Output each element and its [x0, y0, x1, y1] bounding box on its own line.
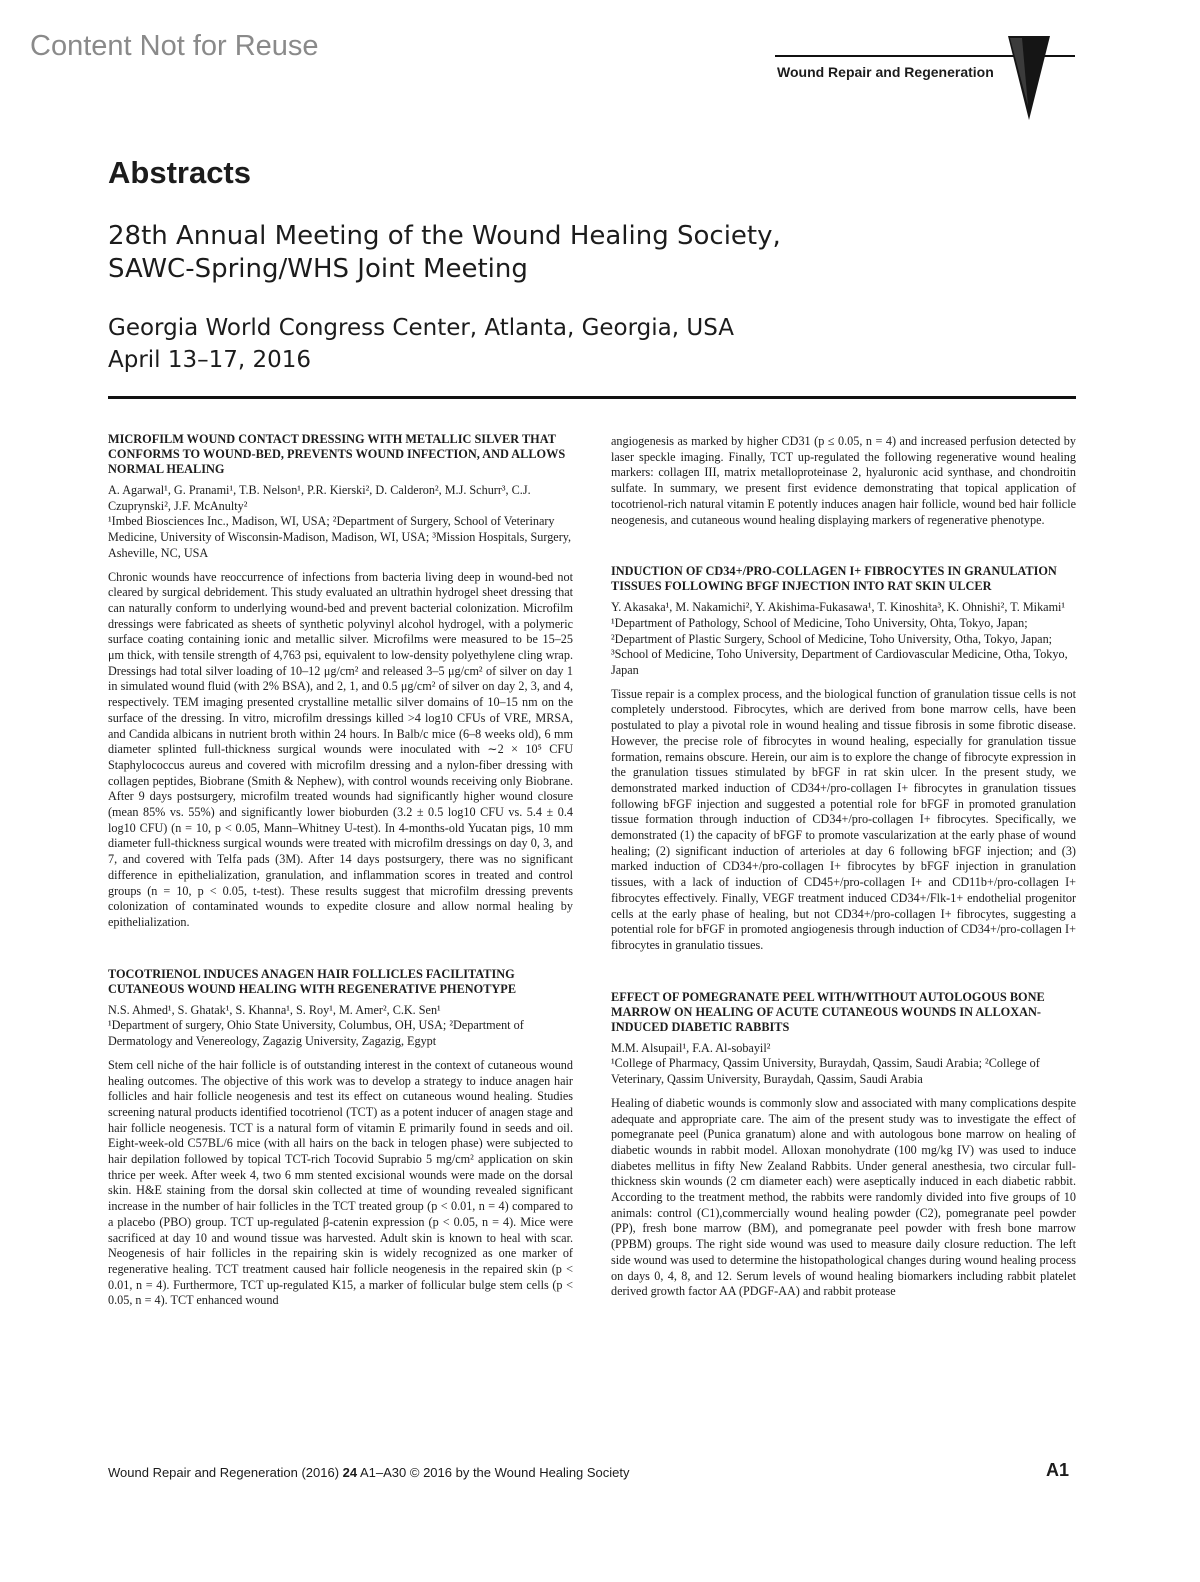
footer-volume: 24 [342, 1465, 358, 1480]
page-number: A1 [1046, 1460, 1070, 1480]
journal-triangle-icon [1008, 36, 1050, 120]
meeting-venue [108, 312, 734, 376]
abstract-affiliations: ¹Department of Pathology, School of Medicine, Toho University, Ohta, Tokyo, Japan; ²Department of Plastic Surgery, School of Medicine, Toho University, Otha, Tokyo, Japan; ³School of Medicine, Toho University, Department of Cardiovascular Medicine, Otha, Tokyo, Japan [611, 615, 1068, 678]
right-column [611, 434, 1076, 1300]
watermark: Content Not for Reuse [30, 30, 319, 62]
abstract-body: Stem cell niche of the hair follicle is of outstanding interest in the context of cutaneous wound healing outcomes. The objective of this work was to develop a strategy to induce anagen hair follicles and hair follicle neogenesis and test its effect on cutaneous wound healing. Studies screening natural products identified tocotrienol (TCT) as a potent inducer of anagen stage and hair follicle neogenesis. TCT is a natural form of vitamin E primarily found in seeds and oil. Eight-week-old C57BL/6 mice (with all hairs on the back in telogen phase) were subjected to hair depilation followed by topical TCT-rich Tocovid Suprabio 5 mg/cm² application on skin thrice per week. After week 4, two 6 mm stented excisional wounds were made on the dorsal skin. H&E staining from the dorsal skin collected at time of wounding revealed significant increase in the number of hair follicles in the TCT treated group (p < 0.01, n = 4) compared to a placebo (PBO) group. TCT up-regulated β-catenin expression (p < 0.05, n = 4). Mice were sacrificed at day 10 and wound tissue was harvested. Adult skin is known to heal with scar. Neogenesis of hair follicles in the repairing skin is widely recognized as one marker of regenerative healing. TCT treatment caused hair follicle neogenesis in the repaired skin (p < 0.01, n = 4). Furthermore, TCT up-regulated K15, a marker of follicular bulge stem cells (p < 0.05, n = 4). TCT enhanced wound [108, 1057, 573, 1308]
footer-citation-suffix: A1–A30 © 2016 by the Wound Healing Society [357, 1465, 630, 1480]
abstract [108, 967, 573, 1309]
abstract-body: angiogenesis as marked by higher CD31 (p ≤ 0.05, n = 4) and increased perfusion detected by laser speckle imaging. Finally, TCT up-regulated the following regenerative wound healing markers: collagen III, matrix metalloproteinase 2, hyaluronic acid synthase, and chondroitin sulfate. In summary, we present first evidence demonstrating that topical application of tocotrienol-rich natural vitamin E potently induces anagen hair follicle, wound bed hair follicle neogenesis, and cutaneous wound healing displaying markers of regenerative phenotype. [611, 434, 1076, 527]
abstract-authors: Y. Akasaka¹, M. Nakamichi², Y. Akishima-Fukasawa¹, T. Kinoshita³, K. Ohnishi², T. Mikami¹ [611, 600, 1066, 615]
abstract-affiliations: ¹Imbed Biosciences Inc., Madison, WI, USA; ²Department of Surgery, School of Veterinary Medicine, University of Wisconsin-Madison, Madison, WI, USA; ³Mission Hospitals, Surgery, Asheville, NC, USA [108, 514, 572, 560]
abstract-title: INDUCTION OF CD34+/PRO-COLLAGEN I+ FIBROCYTES IN GRANULATION TISSUES FOLLOWING BFGF INJECTION INTO RAT SKIN ULCER [611, 564, 1057, 594]
abstract-authors: A. Agarwal¹, G. Pranami¹, T.B. Nelson¹, P.R. Kierski², D. Calderon², M.J. Schurr³, C.J. Czuprynski², J.F. McAnulty² [108, 483, 531, 513]
abstract-title: TOCOTRIENOL INDUCES ANAGEN HAIR FOLLICLES FACILITATING CUTANEOUS WOUND HEALING WITH REGENERATIVE PHENOTYPE [108, 966, 517, 996]
meeting-line-1: 28th Annual Meeting of the Wound Healing Society, [108, 221, 781, 251]
journal-name: Wound Repair and Regeneration [777, 64, 994, 80]
venue-line-2: April 13–17, 2016 [108, 347, 312, 373]
meeting-line-2: SAWC-Spring/WHS Joint Meeting [108, 254, 528, 284]
abstract-affiliations: ¹College of Pharmacy, Qassim University, Buraydah, Qassim, Saudi Arabia; ²College of Veterinary, Qassim University, Buraydah, Qassim, Saudi Arabia [611, 1056, 1040, 1087]
abstract-body: Healing of diabetic wounds is commonly slow and associated with many complications despite adequate and appropriate care. The aim of the present study was to investigate the effect of pomegranate peel (Punica granatum) alone and with autologous bone marrow on healing of diabetic wounds in rabbit model. Alloxan monohydrate (100 mg/kg IV) was used to induce diabetes mellitus in fifty New Zealand Rabbits. Under general anesthesia, two circular full-thickness skin wounds (2 cm diameter each) were aseptically induced in each diabetic rabbit. According to the treatment method, the rabbits were randomly divided into five groups of 10 animals: control (C1),commercially wound healing powder (C2), pomegranate peel powder (PP), fresh bone marrow (BM), and pomegranate peel powder with fresh bone marrow (PPBM) groups. The right side wound was used to measure daily closure reduction. The left side wound was used to determine the histopathological changes during wound healing process on days 0, 4, 8, and 12. Serum levels of wound healing biomarkers including rabbit platelet derived growth factor AA (PDGF-AA) and rabbit protease [611, 1095, 1076, 1299]
abstract [611, 990, 1076, 1300]
abstract-title: EFFECT OF POMEGRANATE PEEL WITH/WITHOUT AUTOLOGOUS BONE MARROW ON HEALING OF ACUTE CUTANEOUS WOUNDS IN ALLOXAN-INDUCED DIABETIC RABBITS [611, 989, 1045, 1034]
abstract-authors: N.S. Ahmed¹, S. Ghatak¹, S. Khanna¹, S. Roy¹, M. Amer², C.K. Sen¹ [108, 1002, 441, 1017]
venue-line-1: Georgia World Congress Center, Atlanta, Georgia, USA [108, 315, 734, 341]
header-divider [108, 396, 1076, 399]
abstract-body: Tissue repair is a complex process, and the biological function of granulation tissue cells is not completely understood. Fibrocytes, which are derived from bone marrow cells, have been postulated to play a pivotal role in wound healing and tissue fibrosis in some fibrotic disease. However, the precise role of fibrocytes in wound healing, especially for granulation tissue formation, remains obscure. Herein, our aim is to explore the change of fibrocyte expression in the granulation tissues stimulated by bFGF in rat skin ulcer. In the present study, we demonstrated marked induction of CD34+/pro-collagen I+ fibrocytes in granulation tissues following bFGF injection and suggested a potential role for bFGF in promoted granulation tissue formation through induction of CD34+/pro-collagen I+ fibrocytes. Specifically, we demonstrated (1) the capacity of bFGF to promote vascularization at the early phase of wound healing; (2) significant induction of arterioles at day 6 following bFGF injection; and (3) marked induction of CD34+/pro-collagen I+ fibrocytes by bFGF injection in granulation tissues, with a lack of induction of CD45+/pro-collagen I+ and CD11b+/pro-collagen I+ fibrocytes effectively. Finally, VEGF treatment induced CD34+/Flk-1+ endothelial progenitor cells at the early phase of healing, but not CD34+/pro-collagen I+ fibrocytes, suggesting a potential role for bFGF in promoted angiogenesis through induction of CD34+/pro-collagen I+ fibrocytes in granulatio tissues. [611, 686, 1076, 952]
abstract [108, 432, 573, 931]
left-column [108, 432, 573, 1309]
abstract-title: MICROFILM WOUND CONTACT DRESSING WITH METALLIC SILVER THAT CONFORMS TO WOUND-BED, PREVENTS WOUND INFECTION, AND ALLOWS NORMAL HEALING [108, 432, 566, 476]
abstract-authors: M.M. Alsupail¹, F.A. Al-sobayil² [611, 1040, 771, 1055]
abstract [611, 564, 1076, 953]
abstract-continuation [611, 434, 1076, 528]
footer-citation-prefix: Wound Repair and Regeneration (2016) [108, 1465, 343, 1480]
abstract-body: Chronic wounds have reoccurrence of infections from bacteria living deep in wound-bed not cleared by surgical debridement. This study evaluated an ultrathin hydrogel sheet dressing that can naturally conform to underlying wound-bed and prevent bacterial colonization. Microfilm dressings were fabricated as sheets of synthetic polyvinyl alcohol hydrogel, with a polymeric surface coating containing ionic and metallic silver. Microfilms were measured to be 15–25 μm thick, with tensile strength of 4,763 psi, equivalent to low-density polyethylene cling wrap. Dressings had total silver loading of 10–12 μg/cm² and released 3–5 μg/cm² of silver on day 1 in simulated wound fluid (with 2% BSA), and 2, 1, and 0.5 μg/cm² of silver on day 2, 3, and 4, respectively. TEM imaging presented crystalline metallic silver domains of 10–15 nm on the surface of the dressing. In vitro, microfilm dressings killed >4 log10 CFUs of VRE, MRSA, and Candida albicans in nutrient broth within 24 hours. In Balb/c mice (6–8 weeks old), 6 mm diameter splinted full-thickness surgical wounds were inoculated with ∼2 × 10⁵ CFU Staphylococcus aureus and covered with microfilm dressing and a nylon-fiber dressing with collagen peptides, Biobrane (Smith & Nephew), with control wounds receiving only Biobrane. After 9 days postsurgery, microfilm treated wounds had significantly higher wound closure (mean 85% vs. 55%) and significantly lower bioburden (3.2 ± 0.5 log10 CFU vs. 5.4 ± 0.4 log10 CFU) (n = 10, p < 0.05, Mann–Whitney U-test). In 4-months-old Yucatan pigs, 10 mm diameter full-thickness surgical wounds were treated with microfilm dressings on day 0, 3, and 7, and covered with Telfa pads (3M). After 14 days postsurgery, there was no significant difference in epithelialization, granulation, and inflammation scores in treated and control groups (n = 10, p < 0.05, t-test). These results suggest that microfilm dressing prevents colonization of contaminated wounds to expedite closure and allow normal healing by epithelialization. [108, 569, 573, 929]
footer-citation [108, 1465, 630, 1480]
abstract-affiliations: ¹Department of surgery, Ohio State University, Columbus, OH, USA; ²Department of Dermatology and Venereology, Zagazig University, Zagazig, Egypt [108, 1018, 524, 1049]
meeting-title [108, 220, 781, 286]
page-title: Abstracts [108, 155, 251, 190]
